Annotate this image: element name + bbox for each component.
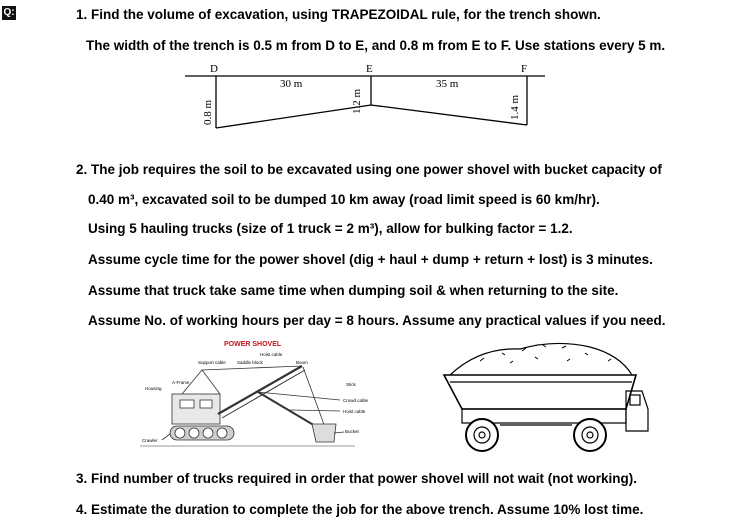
q1-line1: 1. Find the volume of excavation, using TRAPEZOIDAL rule, for the trench shown. bbox=[76, 7, 601, 22]
q2-line6: Assume No. of working hours per day = 8 hours. Assume any practical values if you need. bbox=[88, 313, 666, 328]
hoist-cable-top-label: Hoist cable bbox=[260, 352, 283, 357]
support-cable-label: Support cable bbox=[198, 360, 226, 365]
truck-rear-wheel bbox=[466, 419, 498, 451]
boom-label: Boom bbox=[296, 360, 308, 365]
trench-diagram bbox=[0, 0, 752, 140]
shovel-title: POWER SHOVEL bbox=[224, 341, 282, 348]
q1-line2: The width of the trench is 0.5 m from D to E, and 0.8 m from E to F. Use stations every 5 m. bbox=[86, 38, 666, 53]
dump-truck-illustration bbox=[440, 335, 655, 457]
q2-line2: 0.40 m³, excavated soil to be dumped 10 km away (road limit speed is 60 km/hr). bbox=[88, 192, 600, 207]
station-f-label: F bbox=[521, 63, 528, 75]
q2-line3: Using 5 hauling trucks (size of 1 truck = 2 m³), allow for bulking factor = 1.2. bbox=[88, 221, 573, 236]
stick-label: Stick bbox=[346, 382, 356, 387]
station-e-label: E bbox=[366, 63, 373, 75]
a-frame-label: A-Frame bbox=[172, 380, 190, 385]
housing-label: Housing bbox=[145, 386, 162, 391]
truck-front-wheel bbox=[574, 419, 606, 451]
crawler-label: Crawler bbox=[142, 438, 158, 443]
shovel-housing bbox=[172, 394, 220, 424]
shovel-bucket bbox=[312, 424, 336, 442]
bucket-label: Bucket bbox=[345, 429, 359, 434]
crowd-cable-label: Crowd cable bbox=[343, 398, 369, 403]
q2-line1: 2. The job requires the soil to be excavated using one power shovel with bucket capacity of bbox=[76, 162, 662, 177]
q2-line4: Assume cycle time for the power shovel (dig + haul + dump + return + lost) is 3 minutes. bbox=[88, 252, 653, 267]
length-ef-label: 35 m bbox=[436, 78, 459, 90]
trench-bottom bbox=[216, 105, 527, 128]
length-de-label: 30 m bbox=[280, 78, 303, 90]
hoist-cable-label: Hoist cable bbox=[343, 409, 366, 414]
question-badge: Q: bbox=[3, 7, 15, 18]
depth-e-label: 1.2 m bbox=[351, 88, 363, 114]
soil-pile bbox=[450, 343, 632, 375]
depth-f-label: 1.4 m bbox=[509, 94, 521, 120]
station-d-label: D bbox=[210, 63, 218, 75]
q3-text: 3. Find number of trucks required in order that power shovel will not wait (not working). bbox=[76, 471, 638, 486]
depth-d-label: 0.8 m bbox=[202, 99, 214, 125]
truck-dump-body bbox=[444, 375, 636, 409]
q2-line5: Assume that truck take same time when dumping soil & when returning to the site. bbox=[88, 283, 619, 298]
saddle-block-label: Saddle block bbox=[237, 360, 263, 365]
q4-text: 4. Estimate the duration to complete the job for the above trench. Assume 10% lost time. bbox=[76, 502, 644, 517]
power-shovel-illustration bbox=[140, 338, 410, 460]
